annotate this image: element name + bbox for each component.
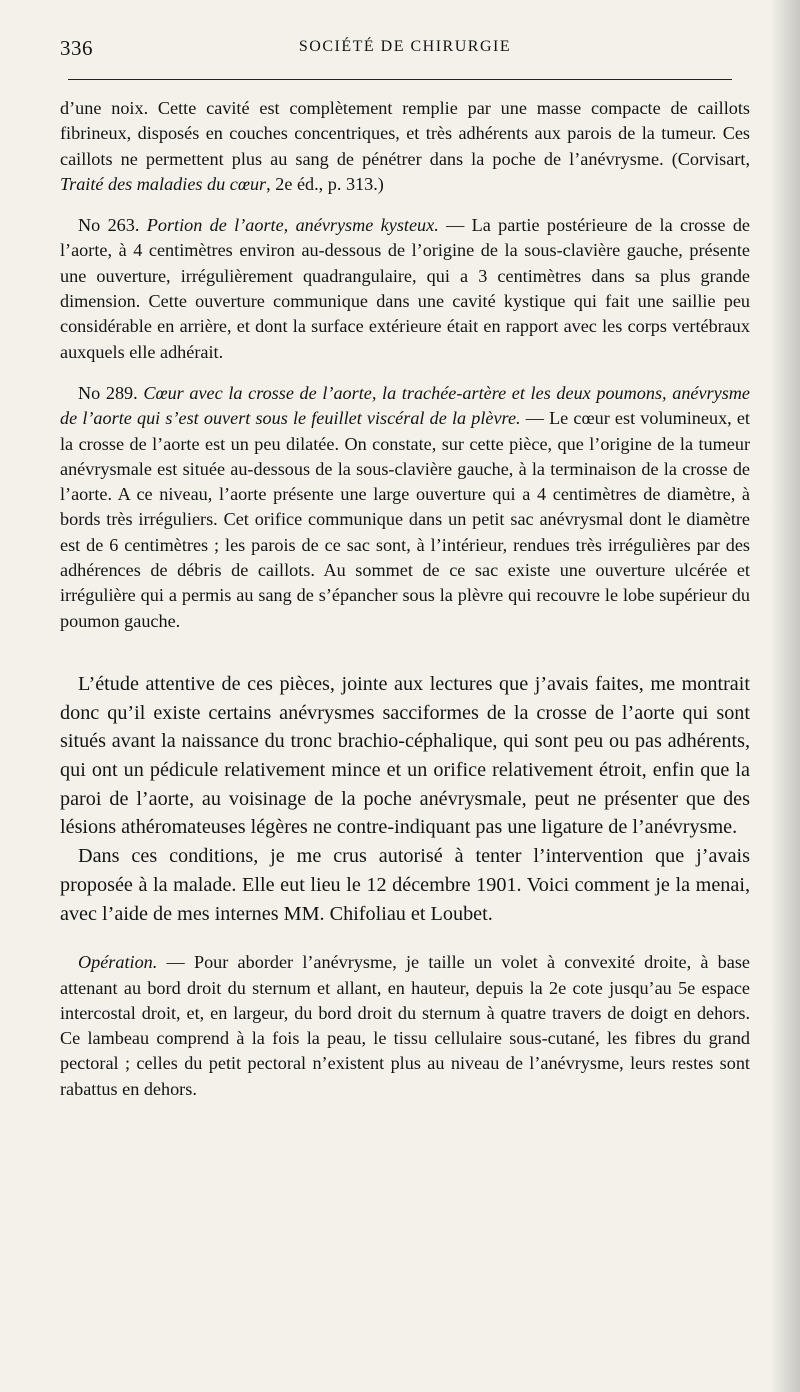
book-title: Traité des maladies du cœur xyxy=(60,173,267,194)
paragraph-text: — Le cœur est volumineux, et la crosse de l’aorte est un peu dilatée. On constate, sur cette pièce, que l’origine de la tumeur anévrysmale est située au-dessous de la sous-clavière gauche, à la terminaison de la crosse de l’aorte. A ce niveau, l’aorte présente une large ouverture qui a 4 centimètres de diamètre, à bords très irréguliers. Cet orifice communique dans un petit sac anévrysmal dont le diamètre est de 6 centimètres ; les parois de ce sac sont, à l’intérieur, rendues très irrégulières par des adhérences de débris de caillots. Au sommet de ce sac existe une ouverture ulcérée et irrégulière qui a permis au sang de s’épancher sous la plèvre qui recouvre le lobe supérieur du poumon gauche. xyxy=(60,408,750,631)
specimen-title: Cœur avec la crosse de l’aorte, la trachée-artère et les deux poumons, anévrysme de l’aorte qui s’est ouvert sous le feuillet viscéral de la plèvre. xyxy=(60,382,750,429)
paragraph-specimen-263 xyxy=(60,213,750,365)
page-header xyxy=(60,36,750,62)
specimen-number: No 263. xyxy=(78,215,147,236)
page-body xyxy=(60,96,750,1102)
paragraph-specimen-289 xyxy=(60,381,750,634)
running-head: SOCIÉTÉ DE CHIRURGIE xyxy=(298,38,512,55)
specimen-number: No 289. xyxy=(78,382,144,403)
paragraph-study-conclusion: L’étude attentive de ces pièces, jointe aux lectures que j’avais faites, me montrait donc qu’il existe certains anévrysmes sacciformes de la crosse de l’aorte qui sont situés avant la naissance du tronc brachio-céphalique, qui sont peu ou pas adhérents, qui ont un pédicule relativement mince et un orifice relativement étroit, enfin que la paroi de l’aorte, au voisinage de la poche anévrysmale, peut ne présenter que des lésions athéromateuses légères ne contre-indiquant pas une ligature de l’anévrysme. xyxy=(60,672,750,839)
page-number: 336 xyxy=(60,36,93,60)
paragraph-text: — La partie postérieure de la crosse de l’aorte, à 4 centimètres environ au-dessous de l’origine de la sous-clavière gauche, présente une ouverture, irrégulièrement quadrangulaire, qui a 3 centimètres dans sa plus grande dimension. Cette ouverture communique dans une cavité kystique qui fait une saillie peu considérable en arrière, et dont la surface extérieure était en rapport avec les corps vertébraux auxquels elle adhérait. xyxy=(60,215,750,362)
header-rule xyxy=(68,79,732,80)
specimen-title: Portion de l’aorte, anévrysme kysteux. xyxy=(146,215,439,236)
paragraph-text: — Pour aborder l’anévrysme, je taille un volet à convexité droite, à base attenant au bord droit du sternum et allant, en hauteur, depuis la 2e cote jusqu’au 5e espace intercostal droit, et, en largeur, du bord droit du sternum à quatre travers de doigt en dehors. Ce lambeau comprend à la fois la peau, le tissu cellulaire sous-cutané, les fibres du grand pectoral ; celles du petit pectoral n’existent plus au niveau de l’anévrysme, leurs restes sont rabattus en dehors. xyxy=(60,952,750,1099)
paragraph-text: d’une noix. Cette cavité est complètement remplie par une masse compacte de caillots fibrineux, disposés en couches concentriques, et très adhérents aux parois de la tumeur. Ces caillots ne permettent plus au sang de pénétrer dans la poche de l’anévrysme. (Corvisart, xyxy=(60,98,750,169)
page-edge-shadow xyxy=(770,0,800,1392)
paragraph-text: , 2e éd., p. 313.) xyxy=(266,173,384,194)
paragraph-intervention: Dans ces conditions, je me crus autorisé à tenter l’intervention que j’avais proposée à la malade. Elle eut lieu le 12 décembre 1901. Voici comment je la menai, avec l’aide de mes internes MM. Chifoliau et Loubet. xyxy=(60,845,750,925)
section-label: Opération. xyxy=(78,952,158,973)
paragraph-operation xyxy=(60,950,750,1102)
paragraph-corvisart-citation xyxy=(60,96,750,197)
